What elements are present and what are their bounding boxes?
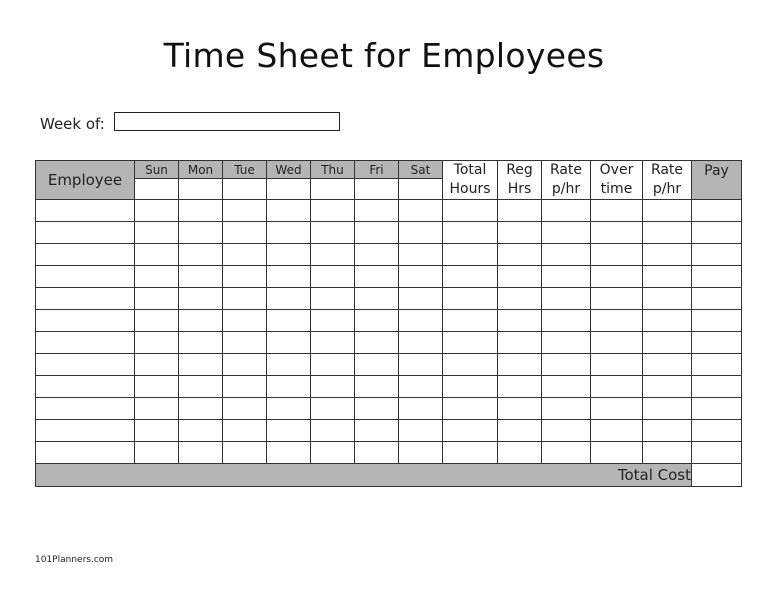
header-line: Pay: [704, 163, 729, 179]
entry-cell[interactable]: [443, 310, 498, 332]
entry-cell[interactable]: [355, 376, 399, 398]
entry-cell[interactable]: [355, 398, 399, 420]
entry-cell[interactable]: [591, 288, 643, 310]
entry-cell[interactable]: [692, 266, 742, 288]
entry-cell[interactable]: [179, 376, 223, 398]
day-subcell[interactable]: [179, 179, 223, 200]
entry-cell[interactable]: [355, 332, 399, 354]
header-line: time: [600, 181, 633, 197]
entry-cell[interactable]: [542, 200, 591, 222]
entry-cell[interactable]: [311, 288, 355, 310]
entry-cell[interactable]: [179, 354, 223, 376]
entry-cell[interactable]: [311, 420, 355, 442]
entry-cell[interactable]: [643, 200, 692, 222]
entry-cell[interactable]: [643, 244, 692, 266]
entry-cell[interactable]: [443, 222, 498, 244]
entry-cell[interactable]: [591, 376, 643, 398]
employee-name-cell[interactable]: [36, 420, 135, 442]
entry-cell[interactable]: [399, 398, 443, 420]
employee-header: Employee: [36, 161, 135, 200]
day-header-fri: Fri: [355, 161, 399, 179]
entry-cell[interactable]: [355, 200, 399, 222]
entry-cell[interactable]: [643, 376, 692, 398]
entry-cell[interactable]: [443, 288, 498, 310]
entry-cell[interactable]: [591, 420, 643, 442]
entry-cell[interactable]: [135, 310, 179, 332]
entry-cell[interactable]: [355, 244, 399, 266]
entry-cell[interactable]: [399, 310, 443, 332]
employee-name-cell[interactable]: [36, 222, 135, 244]
entry-cell[interactable]: [267, 354, 311, 376]
entry-cell[interactable]: [643, 398, 692, 420]
entry-cell[interactable]: [179, 420, 223, 442]
entry-cell[interactable]: [311, 376, 355, 398]
entry-cell[interactable]: [542, 420, 591, 442]
employee-name-cell[interactable]: [36, 288, 135, 310]
entry-cell[interactable]: [223, 332, 267, 354]
entry-cell[interactable]: [267, 244, 311, 266]
entry-cell[interactable]: [692, 442, 742, 464]
total-hours-header: [443, 161, 498, 200]
entry-cell[interactable]: [135, 222, 179, 244]
entry-cell[interactable]: [179, 200, 223, 222]
entry-cell[interactable]: [311, 354, 355, 376]
day-header-sat: Sat: [399, 161, 443, 179]
entry-cell[interactable]: [498, 442, 542, 464]
entry-cell[interactable]: [692, 222, 742, 244]
regular-rate-header: [542, 161, 591, 200]
table-row: [36, 376, 742, 398]
entry-cell[interactable]: [267, 288, 311, 310]
header-line: Rate: [549, 162, 583, 178]
entry-cell[interactable]: [591, 200, 643, 222]
entry-cell[interactable]: [135, 244, 179, 266]
entry-cell[interactable]: [399, 354, 443, 376]
header-line: Over: [599, 162, 634, 178]
entry-cell[interactable]: [498, 288, 542, 310]
entry-cell[interactable]: [223, 420, 267, 442]
header-line: Hours: [449, 181, 491, 197]
table-row: [36, 398, 742, 420]
entry-cell[interactable]: [355, 442, 399, 464]
entry-cell[interactable]: [542, 222, 591, 244]
table-row: [36, 266, 742, 288]
entry-cell[interactable]: [135, 200, 179, 222]
entry-cell[interactable]: [399, 442, 443, 464]
header-line: Rate: [650, 162, 684, 178]
total-cost-value-cell[interactable]: [692, 464, 742, 487]
table-row: [36, 354, 742, 376]
entry-cell[interactable]: [355, 310, 399, 332]
entry-cell[interactable]: [643, 420, 692, 442]
timesheet-body: [36, 200, 742, 464]
header-row: [36, 161, 742, 179]
day-subcell[interactable]: [223, 179, 267, 200]
entry-cell[interactable]: [643, 288, 692, 310]
header-line: p/hr: [551, 181, 581, 197]
entry-cell[interactable]: [399, 200, 443, 222]
entry-cell[interactable]: [355, 420, 399, 442]
total-cost-label: Total Cost: [36, 464, 692, 487]
employee-name-cell[interactable]: [36, 332, 135, 354]
footer-credit: 101Planners.com: [35, 555, 114, 565]
entry-cell[interactable]: [311, 442, 355, 464]
entry-cell[interactable]: [135, 398, 179, 420]
entry-cell[interactable]: [399, 332, 443, 354]
entry-cell[interactable]: [267, 266, 311, 288]
day-subcell[interactable]: [355, 179, 399, 200]
entry-cell[interactable]: [498, 420, 542, 442]
entry-cell[interactable]: [311, 222, 355, 244]
entry-cell[interactable]: [355, 266, 399, 288]
day-subcell[interactable]: [135, 179, 179, 200]
entry-cell[interactable]: [399, 420, 443, 442]
day-header-wed: Wed: [267, 161, 311, 179]
entry-cell[interactable]: [311, 200, 355, 222]
entry-cell[interactable]: [443, 420, 498, 442]
entry-cell[interactable]: [179, 266, 223, 288]
entry-cell[interactable]: [223, 244, 267, 266]
entry-cell[interactable]: [355, 288, 399, 310]
table-row: [36, 288, 742, 310]
entry-cell[interactable]: [498, 354, 542, 376]
table-row: [36, 420, 742, 442]
week-of-input[interactable]: [114, 112, 340, 131]
header-line: p/hr: [652, 181, 682, 197]
overtime-header: [591, 161, 643, 200]
entry-cell[interactable]: [135, 420, 179, 442]
entry-cell[interactable]: [591, 244, 643, 266]
employee-name-cell[interactable]: [36, 200, 135, 222]
employee-name-cell[interactable]: [36, 244, 135, 266]
table-row: [36, 310, 742, 332]
entry-cell[interactable]: [692, 354, 742, 376]
entry-cell[interactable]: [179, 222, 223, 244]
total-cost-row: [36, 464, 742, 487]
table-row: [36, 200, 742, 222]
day-subcell[interactable]: [311, 179, 355, 200]
timesheet-table: [35, 160, 742, 487]
entry-cell[interactable]: [179, 442, 223, 464]
entry-cell[interactable]: [498, 398, 542, 420]
entry-cell[interactable]: [692, 310, 742, 332]
entry-cell[interactable]: [498, 222, 542, 244]
day-subcell[interactable]: [399, 179, 443, 200]
entry-cell[interactable]: [443, 376, 498, 398]
entry-cell[interactable]: [643, 266, 692, 288]
entry-cell[interactable]: [223, 310, 267, 332]
entry-cell[interactable]: [498, 332, 542, 354]
entry-cell[interactable]: [355, 354, 399, 376]
entry-cell[interactable]: [399, 244, 443, 266]
entry-cell[interactable]: [267, 332, 311, 354]
entry-cell[interactable]: [542, 442, 591, 464]
entry-cell[interactable]: [498, 200, 542, 222]
table-row: [36, 442, 742, 464]
entry-cell[interactable]: [692, 398, 742, 420]
entry-cell[interactable]: [223, 354, 267, 376]
entry-cell[interactable]: [399, 376, 443, 398]
entry-cell[interactable]: [542, 332, 591, 354]
entry-cell[interactable]: [311, 398, 355, 420]
header-line: Hrs: [507, 181, 532, 197]
entry-cell[interactable]: [643, 354, 692, 376]
entry-cell[interactable]: [591, 354, 643, 376]
entry-cell[interactable]: [135, 332, 179, 354]
entry-cell[interactable]: [223, 200, 267, 222]
entry-cell[interactable]: [223, 376, 267, 398]
entry-cell[interactable]: [311, 310, 355, 332]
entry-cell[interactable]: [311, 266, 355, 288]
entry-cell[interactable]: [179, 244, 223, 266]
entry-cell[interactable]: [692, 200, 742, 222]
entry-cell[interactable]: [399, 266, 443, 288]
entry-cell[interactable]: [267, 420, 311, 442]
page-title: Time Sheet for Employees: [163, 36, 605, 75]
entry-cell[interactable]: [591, 398, 643, 420]
entry-cell[interactable]: [542, 376, 591, 398]
week-of-label: Week of:: [40, 115, 105, 133]
employee-name-cell[interactable]: [36, 442, 135, 464]
entry-cell[interactable]: [311, 244, 355, 266]
entry-cell[interactable]: [135, 354, 179, 376]
entry-cell[interactable]: [692, 332, 742, 354]
entry-cell[interactable]: [692, 376, 742, 398]
entry-cell[interactable]: [498, 266, 542, 288]
header-line: Total: [453, 162, 487, 178]
entry-cell[interactable]: [223, 398, 267, 420]
table-row: [36, 222, 742, 244]
entry-cell[interactable]: [179, 288, 223, 310]
entry-cell[interactable]: [443, 442, 498, 464]
entry-cell[interactable]: [135, 376, 179, 398]
entry-cell[interactable]: [591, 310, 643, 332]
entry-cell[interactable]: [443, 266, 498, 288]
entry-cell[interactable]: [355, 222, 399, 244]
entry-cell[interactable]: [223, 222, 267, 244]
entry-cell[interactable]: [179, 398, 223, 420]
entry-cell[interactable]: [223, 288, 267, 310]
day-header-thu: Thu: [311, 161, 355, 179]
entry-cell[interactable]: [643, 222, 692, 244]
header-line: Reg: [506, 162, 533, 178]
entry-cell[interactable]: [498, 376, 542, 398]
entry-cell[interactable]: [443, 398, 498, 420]
entry-cell[interactable]: [135, 288, 179, 310]
entry-cell[interactable]: [591, 222, 643, 244]
employee-name-cell[interactable]: [36, 310, 135, 332]
entry-cell[interactable]: [542, 244, 591, 266]
day-header-mon: Mon: [179, 161, 223, 179]
entry-cell[interactable]: [643, 310, 692, 332]
entry-cell[interactable]: [267, 442, 311, 464]
table-row: [36, 332, 742, 354]
entry-cell[interactable]: [542, 398, 591, 420]
entry-cell[interactable]: [542, 266, 591, 288]
entry-cell[interactable]: [267, 200, 311, 222]
entry-cell[interactable]: [267, 398, 311, 420]
entry-cell[interactable]: [591, 442, 643, 464]
entry-cell[interactable]: [267, 310, 311, 332]
entry-cell[interactable]: [267, 376, 311, 398]
entry-cell[interactable]: [443, 244, 498, 266]
entry-cell[interactable]: [692, 244, 742, 266]
overtime-rate-header: [643, 161, 692, 200]
entry-cell[interactable]: [692, 420, 742, 442]
entry-cell[interactable]: [443, 332, 498, 354]
day-header-sun: Sun: [135, 161, 179, 179]
entry-cell[interactable]: [399, 222, 443, 244]
entry-cell[interactable]: [542, 288, 591, 310]
employee-name-cell[interactable]: [36, 354, 135, 376]
day-subcell[interactable]: [267, 179, 311, 200]
pay-header: [692, 161, 742, 200]
entry-cell[interactable]: [643, 442, 692, 464]
entry-cell[interactable]: [311, 332, 355, 354]
entry-cell[interactable]: [399, 288, 443, 310]
entry-cell[interactable]: [135, 442, 179, 464]
entry-cell[interactable]: [443, 200, 498, 222]
employee-name-cell[interactable]: [36, 398, 135, 420]
entry-cell[interactable]: [498, 244, 542, 266]
entry-cell[interactable]: [498, 310, 542, 332]
entry-cell[interactable]: [179, 310, 223, 332]
employee-name-cell[interactable]: [36, 266, 135, 288]
entry-cell[interactable]: [643, 332, 692, 354]
employee-name-cell[interactable]: [36, 376, 135, 398]
entry-cell[interactable]: [692, 288, 742, 310]
entry-cell[interactable]: [542, 310, 591, 332]
entry-cell[interactable]: [591, 332, 643, 354]
entry-cell[interactable]: [591, 266, 643, 288]
entry-cell[interactable]: [267, 222, 311, 244]
entry-cell[interactable]: [135, 266, 179, 288]
day-header-tue: Tue: [223, 161, 267, 179]
regular-hours-header: [498, 161, 542, 200]
table-row: [36, 244, 742, 266]
entry-cell[interactable]: [223, 442, 267, 464]
entry-cell[interactable]: [443, 354, 498, 376]
entry-cell[interactable]: [223, 266, 267, 288]
entry-cell[interactable]: [179, 332, 223, 354]
entry-cell[interactable]: [542, 354, 591, 376]
